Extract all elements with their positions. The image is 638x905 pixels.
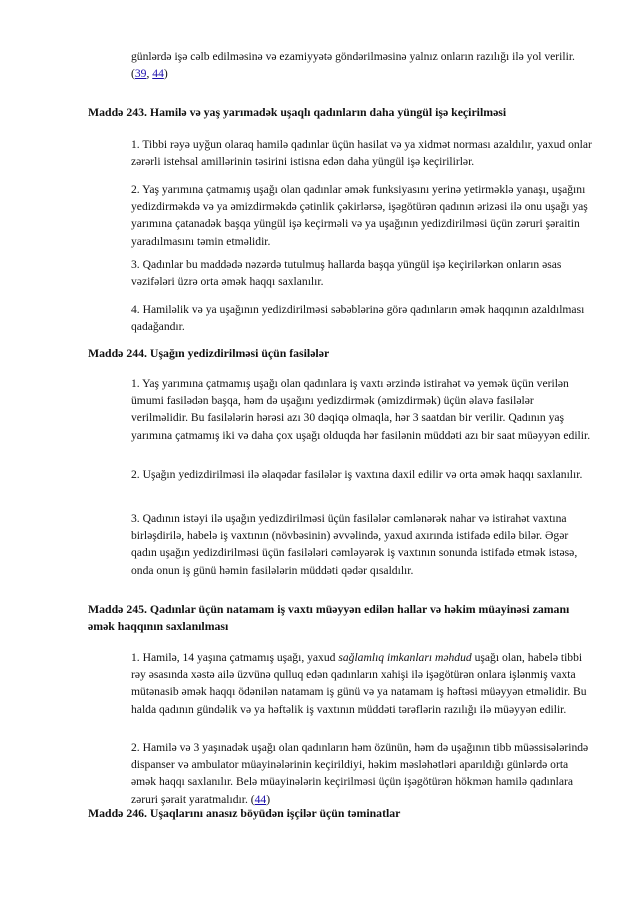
article-245-p1-end: uşağı olan, habelə tibbi rəy əsasında xəstə ailə üzvünə qulluq edən qadınların xahişi ilə işəgötürən onlara işlənmiş vaxta mütənasib əmək haqqı ödənilən natamam iş günü və ya natamam iş həftəsi müəyyən etməlidir. Bu halda qadının gündəlik və ya həftəlik iş vaxtının müddəti tərəflərin razılığı ilə müəyyən edilir.	[131, 651, 587, 716]
article-245-p2-close: )	[266, 792, 271, 806]
article-245-p1-start: 1. Hamilə, 14 yaşına çatmamış uşağı, yaxud	[131, 651, 339, 664]
reference-link-44-second[interactable]: 44	[254, 792, 267, 806]
intro-close: )	[163, 67, 168, 81]
article-243-paragraph-3: 3. Qadınlar bu maddədə nəzərdə tutulmuş hallarda başqa yüngül işə keçirilərkən onların əsas vəzifələri üzrə orta əmək haqqı saxlanılır.	[131, 258, 562, 289]
intro-paragraph	[131, 48, 593, 82]
reference-link-44[interactable]: 44	[152, 67, 164, 81]
article-245-paragraph-1	[131, 649, 593, 718]
article-243-paragraph-1: 1. Tibbi rəyə uyğun olaraq hamilə qadınlar üçün hasilat və ya xidmət norması azaldılır, yaxud onlar zərərli istehsal amillərinin təsirini istisna edən daha yüngül işə keçirilirlər.	[131, 138, 592, 169]
article-244-paragraph-2: 2. Uşağın yedizdirilməsi ilə əlaqədar fasilələr iş vaxtına daxil edilir və orta əmək haqqı saxlanılır.	[131, 468, 583, 481]
article-245-paragraph-2	[131, 739, 593, 808]
intro-text: günlərdə işə cəlb edilməsinə və ezamiyyətə göndərilməsinə yalnız onların razılığı ilə yol verilir. (	[131, 50, 575, 81]
article-244-paragraph-3: 3. Qadının istəyi ilə uşağın yedizdirilməsi üçün fasilələr cəmlənərək nahar və istirahət vaxtına birləşdirilə, habelə iş vaxtının (növbəsinin) əvvəlində, yaxud axırında istifadə edilə bilər. Əgər qadın uşağın yedizdirilməsi üçün fasilələri cəmləyərək iş vaxtının sonunda istifadə etmək istəsə, onda onun iş günü həmin fasilələrin müddəti qədər qısaldılır.	[131, 512, 578, 577]
article-245-p2-text: 2. Hamilə və 3 yaşınadək uşağı olan qadınların həm özünün, həm də uşağının tibb müəssisələrində dispanser və ambulator müayinələrinin keçirildiyi, həkim məsləhətləri aparıldığı günlərdə orta əmək haqqı saxlanılır. Belə müayinələrin keçirilməsi üçün işəgötürən hökmən hamilə qadınlara zəruri şərait yaratmalıdır. (	[131, 741, 589, 806]
article-245-heading: Maddə 245. Qadınlar üçün natamam iş vaxtı müəyyən edilən hallar və həkim müayinəsi zamanı əmək haqqının saxlanılması	[88, 602, 570, 634]
article-243-heading: Maddə 243. Hamilə və yaş yarımadək uşaqlı qadınların daha yüngül işə keçirilməsi	[88, 105, 507, 119]
article-246-heading: Maddə 246. Uşaqlarını anasız böyüdən işçilər üçün təminatlar	[88, 806, 401, 820]
article-243-paragraph-4: 4. Hamiləlik və ya uşağının yedizdirilməsi səbəblərinə görə qadınların əmək haqqının azaldılması qadağandır.	[131, 303, 585, 334]
intro-separator: ,	[146, 67, 153, 81]
article-244-heading: Maddə 244. Uşağın yedizdirilməsi üçün fasilələr	[88, 346, 330, 360]
article-244-paragraph-1: 1. Yaş yarımına çatmamış uşağı olan qadınlara iş vaxtı ərzində istirahət və yemək üçün verilən ümumi fasilədən başqa, həm də uşağını yedizdirmək (əmizdirmək) üçün əlavə fasilələr verilməlidir. Bu fasilələrin hərəsi azı 30 dəqiqə olmaqla, hər 3 saatdan bir verilir. Qadının yaş yarımına çatmamış iki və daha çox uşağı olduqda hər fasilənin müddəti azı bir saat müəyyən edilir.	[131, 377, 591, 442]
article-245-p1-italic: sağlamlıq imkanları məhdud	[338, 651, 472, 664]
reference-link-39[interactable]: 39	[134, 67, 147, 81]
article-243-paragraph-2: 2. Yaş yarımına çatmamış uşağı olan qadınlar əmək funksiyasını yerinə yetirməklə yanaşı, uşağını yedizdirməkdə və ya əmizdirməkdə çətinlik çəkirlərsə, işəgötürən qadının ərizəsi ilə onu uşağı yaş yarımına çatanadək başqa yüngül işə keçirməli və ya uşağının yedizdirilməsi üçün zəruri şəraitin yaradılmasını təmin etməlidir.	[131, 183, 588, 248]
